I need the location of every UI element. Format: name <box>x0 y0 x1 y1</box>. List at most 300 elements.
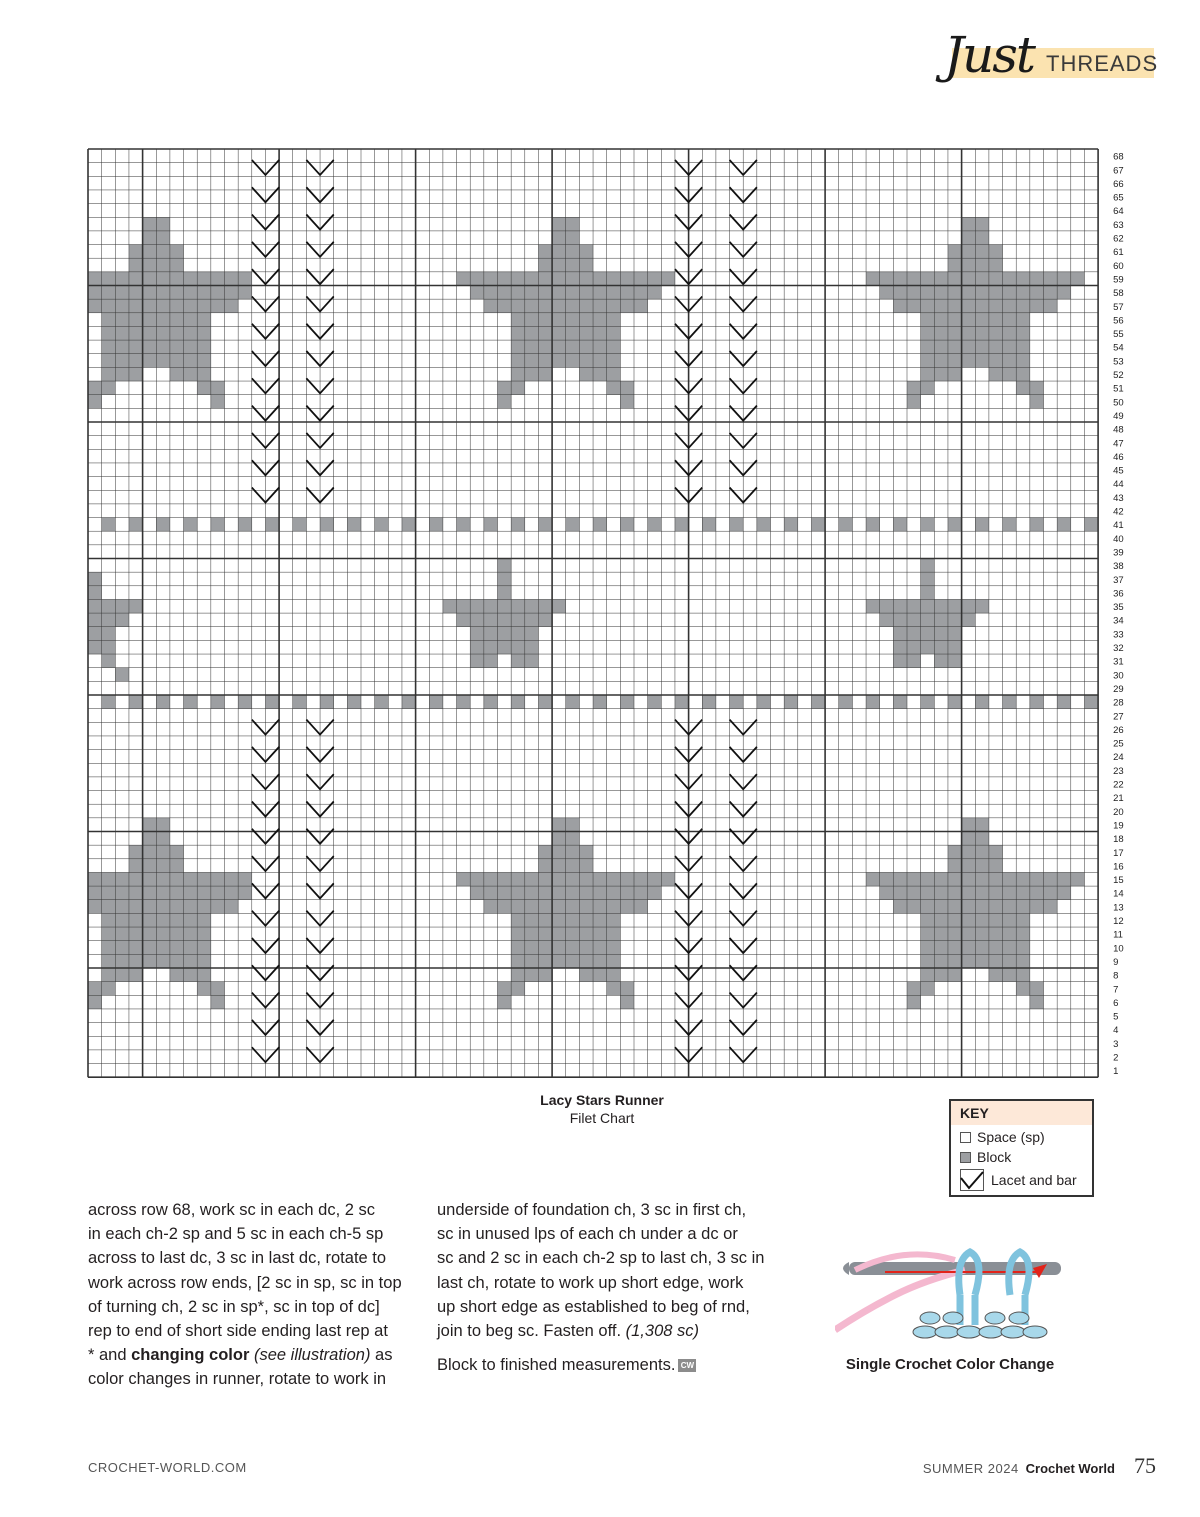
block-cell <box>525 968 539 982</box>
block-cell <box>934 968 948 982</box>
block-cell <box>484 640 498 654</box>
block-cell <box>893 613 907 627</box>
block-cell <box>552 599 566 613</box>
block-cell <box>989 272 1003 286</box>
block-cell <box>893 286 907 300</box>
block-cell <box>934 640 948 654</box>
block-cell <box>143 258 157 272</box>
block-cell <box>211 272 225 286</box>
block-cell <box>907 599 921 613</box>
block-cell <box>579 872 593 886</box>
block-cell <box>579 941 593 955</box>
block-cell <box>184 272 198 286</box>
row-number-label: 54 <box>1113 342 1124 354</box>
block-cell <box>143 927 157 941</box>
block-cell <box>156 859 170 873</box>
row-number-label: 66 <box>1113 178 1124 190</box>
row-number-label: 32 <box>1113 643 1124 655</box>
text-line: up short edge as established to beg of rnd, <box>437 1297 750 1316</box>
block-cell <box>170 245 184 259</box>
block-cell <box>893 272 907 286</box>
block-cell <box>129 286 143 300</box>
block-cell <box>1044 872 1058 886</box>
block-cell <box>552 872 566 886</box>
block-cell <box>170 313 184 327</box>
block-cell <box>566 832 580 846</box>
block-cell <box>225 299 239 313</box>
block-cell <box>511 599 525 613</box>
block-cell <box>197 982 211 996</box>
block-cell <box>934 913 948 927</box>
block-cell <box>975 845 989 859</box>
block-cell <box>457 518 471 532</box>
block-cell <box>921 354 935 368</box>
block-cell <box>484 627 498 641</box>
block-cell <box>934 872 948 886</box>
block-cell <box>893 640 907 654</box>
block-cell <box>170 326 184 340</box>
row-number-label: 18 <box>1113 834 1124 846</box>
block-cell <box>989 872 1003 886</box>
block-cell <box>648 886 662 900</box>
block-cell <box>1003 941 1017 955</box>
block-cell <box>511 613 525 627</box>
block-cell <box>907 381 921 395</box>
block-cell <box>893 299 907 313</box>
block-cell <box>538 245 552 259</box>
block-cell <box>129 968 143 982</box>
block-cell <box>620 995 634 1009</box>
block-cell <box>607 913 621 927</box>
block-cell <box>1057 518 1071 532</box>
block-cell <box>934 886 948 900</box>
block-cell <box>566 954 580 968</box>
block-cell <box>566 286 580 300</box>
block-cell <box>102 968 116 982</box>
block-cell <box>975 599 989 613</box>
block-cell <box>102 627 116 641</box>
block-cell <box>470 654 484 668</box>
block-cell <box>115 913 129 927</box>
block-cell <box>197 340 211 354</box>
block-cell <box>552 272 566 286</box>
block-cell <box>1016 982 1030 996</box>
block-cell <box>1003 518 1017 532</box>
block-cell <box>525 299 539 313</box>
block-cell <box>948 900 962 914</box>
block-cell <box>962 217 976 231</box>
block-cell <box>170 900 184 914</box>
block-cell <box>975 326 989 340</box>
block-cell <box>293 518 307 532</box>
block-cell <box>907 872 921 886</box>
block-cell <box>129 941 143 955</box>
block-cell <box>197 900 211 914</box>
block-cell <box>184 340 198 354</box>
block-cell <box>907 995 921 1009</box>
block-cell <box>579 900 593 914</box>
block-cell <box>320 695 334 709</box>
block-cell <box>811 518 825 532</box>
block-cell <box>320 518 334 532</box>
block-cell <box>593 313 607 327</box>
block-cell <box>143 313 157 327</box>
block-cell <box>975 900 989 914</box>
block-cell <box>880 613 894 627</box>
block-cell <box>921 927 935 941</box>
block-cell <box>129 299 143 313</box>
block-cell <box>552 354 566 368</box>
row-number-label: 26 <box>1113 724 1124 736</box>
block-cell <box>115 613 129 627</box>
row-number-label: 51 <box>1113 383 1124 395</box>
block-cell <box>143 832 157 846</box>
block-cell <box>511 954 525 968</box>
block-cell <box>593 941 607 955</box>
block-cell <box>1003 913 1017 927</box>
row-number-label: 16 <box>1113 861 1124 873</box>
block-cell <box>989 286 1003 300</box>
block-cell <box>102 313 116 327</box>
row-number-label: 4 <box>1113 1025 1119 1037</box>
block-cell <box>661 872 675 886</box>
row-number-label: 20 <box>1113 806 1124 818</box>
block-cell <box>880 272 894 286</box>
block-cell <box>115 872 129 886</box>
block-cell <box>375 518 389 532</box>
block-cell <box>538 367 552 381</box>
block-cell <box>975 913 989 927</box>
see-illustration-note: (see illustration) <box>253 1346 371 1365</box>
block-cell <box>948 354 962 368</box>
block-cell <box>1016 900 1030 914</box>
block-cell <box>129 272 143 286</box>
block-cell <box>579 367 593 381</box>
block-cell <box>552 818 566 832</box>
row-number-label: 44 <box>1113 479 1124 491</box>
block-cell <box>115 941 129 955</box>
text-line: work across row ends, [2 sc in sp, sc in top <box>88 1273 402 1292</box>
block-cell <box>962 941 976 955</box>
row-number-label: 49 <box>1113 410 1124 422</box>
block-cell <box>538 859 552 873</box>
block-cell <box>934 272 948 286</box>
block-swatch-icon <box>960 1152 971 1163</box>
block-cell <box>1057 695 1071 709</box>
block-cell <box>156 845 170 859</box>
block-cell <box>907 272 921 286</box>
block-cell <box>607 354 621 368</box>
block-cell <box>811 695 825 709</box>
block-cell <box>484 695 498 709</box>
block-cell <box>566 245 580 259</box>
block-cell <box>552 245 566 259</box>
block-cell <box>143 286 157 300</box>
block-cell <box>156 941 170 955</box>
block-cell <box>498 572 512 586</box>
block-cell <box>511 886 525 900</box>
space-swatch-icon <box>960 1132 971 1143</box>
block-cell <box>948 859 962 873</box>
block-cell <box>1057 886 1071 900</box>
block-cell <box>1057 286 1071 300</box>
block-cell <box>115 326 129 340</box>
magazine-name: Crochet World <box>1025 1461 1115 1476</box>
block-cell <box>1003 695 1017 709</box>
block-cell <box>893 599 907 613</box>
block-cell <box>934 286 948 300</box>
block-cell <box>498 613 512 627</box>
block-cell <box>648 695 662 709</box>
block-cell <box>1003 340 1017 354</box>
block-cell <box>170 286 184 300</box>
block-cell <box>197 354 211 368</box>
block-cell <box>921 286 935 300</box>
block-cell <box>457 613 471 627</box>
block-cell <box>457 599 471 613</box>
row-number-label: 31 <box>1113 656 1124 668</box>
block-cell <box>893 900 907 914</box>
block-cell <box>1003 900 1017 914</box>
block-cell <box>484 613 498 627</box>
block-cell <box>498 599 512 613</box>
block-cell <box>525 640 539 654</box>
block-cell <box>893 518 907 532</box>
block-cell <box>975 231 989 245</box>
block-cell <box>552 900 566 914</box>
block-cell <box>525 886 539 900</box>
block-cell <box>552 913 566 927</box>
row-number-label: 6 <box>1113 997 1119 1009</box>
block-cell <box>921 968 935 982</box>
row-number-label: 29 <box>1113 683 1124 695</box>
block-cell <box>975 258 989 272</box>
block-cell <box>184 286 198 300</box>
block-cell <box>607 886 621 900</box>
block-cell <box>948 640 962 654</box>
block-cell <box>525 913 539 927</box>
block-cell <box>607 872 621 886</box>
block-cell <box>975 695 989 709</box>
block-cell <box>143 845 157 859</box>
block-cell <box>129 326 143 340</box>
block-cell <box>934 941 948 955</box>
block-cell <box>975 313 989 327</box>
block-cell <box>566 859 580 873</box>
block-cell <box>115 668 129 682</box>
block-cell <box>511 941 525 955</box>
block-cell <box>402 518 416 532</box>
block-cell <box>211 395 225 409</box>
block-cell <box>948 886 962 900</box>
block-cell <box>156 326 170 340</box>
block-cell <box>156 299 170 313</box>
text-line: underside of foundation ch, 3 sc in first ch, <box>437 1201 747 1219</box>
block-cell <box>934 299 948 313</box>
block-cell <box>975 832 989 846</box>
block-cell <box>962 340 976 354</box>
block-cell <box>989 845 1003 859</box>
block-cell <box>921 518 935 532</box>
block-cell <box>102 927 116 941</box>
block-cell <box>1016 340 1030 354</box>
block-cell <box>265 518 279 532</box>
block-cell <box>648 286 662 300</box>
row-number-label: 10 <box>1113 943 1124 955</box>
key-item-lacet <box>960 1169 1077 1191</box>
block-cell <box>1030 995 1044 1009</box>
block-cell <box>1044 900 1058 914</box>
block-cell <box>1057 272 1071 286</box>
block-cell <box>184 872 198 886</box>
block-cell <box>948 272 962 286</box>
block-cell <box>129 313 143 327</box>
key-title: KEY <box>951 1101 1092 1125</box>
block-cell <box>579 326 593 340</box>
block-cell <box>620 381 634 395</box>
block-cell <box>566 818 580 832</box>
block-cell <box>579 299 593 313</box>
block-cell <box>552 340 566 354</box>
block-cell <box>962 954 976 968</box>
block-cell <box>184 695 198 709</box>
block-cell <box>197 886 211 900</box>
block-cell <box>593 326 607 340</box>
block-cell <box>1003 927 1017 941</box>
block-cell <box>197 381 211 395</box>
block-cell <box>1084 695 1098 709</box>
block-cell <box>156 886 170 900</box>
block-cell <box>102 518 116 532</box>
block-cell <box>470 286 484 300</box>
block-cell <box>525 599 539 613</box>
block-cell <box>962 299 976 313</box>
block-cell <box>525 286 539 300</box>
term-changing-color: changing color <box>131 1346 250 1365</box>
block-cell <box>975 354 989 368</box>
block-cell <box>538 900 552 914</box>
row-number-label: 34 <box>1113 615 1124 627</box>
block-cell <box>620 886 634 900</box>
block-cell <box>102 913 116 927</box>
block-cell <box>620 299 634 313</box>
block-cell <box>607 299 621 313</box>
block-cell <box>566 272 580 286</box>
block-cell <box>620 900 634 914</box>
block-cell <box>552 258 566 272</box>
block-cell <box>975 272 989 286</box>
block-cell <box>880 872 894 886</box>
block-cell <box>102 367 116 381</box>
block-cell <box>88 995 102 1009</box>
block-cell <box>402 695 416 709</box>
block-cell <box>470 627 484 641</box>
block-cell <box>143 299 157 313</box>
block-cell <box>525 340 539 354</box>
block-cell <box>948 968 962 982</box>
block-cell <box>962 272 976 286</box>
block-cell <box>893 695 907 709</box>
page-number: 75 <box>1134 1453 1156 1478</box>
block-cell <box>197 367 211 381</box>
block-cell <box>156 913 170 927</box>
block-cell <box>907 982 921 996</box>
block-cell <box>129 340 143 354</box>
block-cell <box>989 367 1003 381</box>
block-cell <box>975 818 989 832</box>
block-cell <box>184 326 198 340</box>
block-cell <box>88 900 102 914</box>
block-cell <box>184 927 198 941</box>
text-line: rep to end of short side ending last rep at <box>88 1322 388 1341</box>
block-cell <box>579 340 593 354</box>
block-cell <box>907 640 921 654</box>
block-cell <box>143 872 157 886</box>
block-cell <box>484 886 498 900</box>
row-number-label: 30 <box>1113 670 1124 682</box>
block-cell <box>579 859 593 873</box>
block-cell <box>757 695 771 709</box>
block-cell <box>498 640 512 654</box>
block-cell <box>962 326 976 340</box>
block-cell <box>934 627 948 641</box>
block-cell <box>538 599 552 613</box>
block-cell <box>115 340 129 354</box>
block-cell <box>566 313 580 327</box>
block-cell <box>975 954 989 968</box>
block-cell <box>907 627 921 641</box>
block-cell <box>566 913 580 927</box>
block-cell <box>238 518 252 532</box>
issue-season: SUMMER 2024 <box>922 1461 1019 1476</box>
block-cell <box>184 354 198 368</box>
block-cell <box>566 217 580 231</box>
block-cell <box>347 518 361 532</box>
block-cell <box>143 900 157 914</box>
block-cell <box>88 299 102 313</box>
block-cell <box>102 381 116 395</box>
block-cell <box>566 258 580 272</box>
block-cell <box>579 258 593 272</box>
block-cell <box>1016 326 1030 340</box>
block-cell <box>962 900 976 914</box>
block-cell <box>498 886 512 900</box>
block-cell <box>989 927 1003 941</box>
block-cell <box>552 941 566 955</box>
block-cell <box>1030 872 1044 886</box>
block-cell <box>1003 968 1017 982</box>
block-cell <box>566 354 580 368</box>
text-run: join to beg sc. Fasten off. <box>437 1322 626 1341</box>
final-text: Block to finished measurements. <box>437 1356 676 1375</box>
block-cell <box>184 954 198 968</box>
block-cell <box>170 927 184 941</box>
block-cell <box>1030 299 1044 313</box>
instructions-column-1 <box>88 1198 418 1392</box>
block-cell <box>115 354 129 368</box>
block-cell <box>225 886 239 900</box>
block-cell <box>579 286 593 300</box>
row-number-label: 25 <box>1113 738 1124 750</box>
block-cell <box>989 968 1003 982</box>
block-cell <box>839 518 853 532</box>
block-cell <box>1030 395 1044 409</box>
block-cell <box>907 286 921 300</box>
block-cell <box>184 941 198 955</box>
block-cell <box>525 941 539 955</box>
block-cell <box>265 695 279 709</box>
block-cell <box>525 627 539 641</box>
